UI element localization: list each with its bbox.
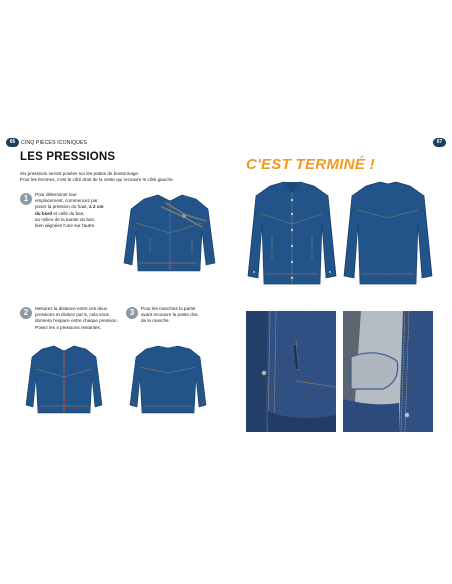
jacket-front-illustration-2 xyxy=(24,345,104,415)
finished-title: C'EST TERMINÉ ! xyxy=(246,156,375,173)
step-line: Pour déterminer leur xyxy=(35,192,77,197)
running-head: CINQ PIÈCES ICONIQUES xyxy=(21,140,88,146)
left-page-number: 66 xyxy=(6,138,19,147)
step-line: emplacement, commencez par xyxy=(35,198,98,204)
step-3-badge: 3 xyxy=(126,307,138,319)
step-line: donnera l'espace entre chaque pression. xyxy=(35,318,118,324)
finished-jacket-front xyxy=(246,180,338,288)
step-line: avant recouvre la partie dos xyxy=(141,312,198,318)
jacket-back-illustration xyxy=(128,345,208,415)
right-page-number: 67 xyxy=(433,138,446,147)
step-2-text xyxy=(35,306,130,331)
intro-text xyxy=(20,171,230,183)
step-line: Mesurez la distance entre ces deux xyxy=(35,306,108,311)
step-bold: du bord xyxy=(35,210,53,216)
photo-lining-detail xyxy=(343,311,433,432)
step-line: pressions et divisez par 5, cela vous xyxy=(35,312,109,318)
step-line: de la manche. xyxy=(141,318,170,324)
step-1-text xyxy=(35,192,115,229)
step-line-part: et celle du bas, xyxy=(52,210,85,216)
step-line: Posez les 4 pressions restantes. xyxy=(35,324,102,330)
intro-line: Six pressions seront posées sur les pattes de boutonnage. xyxy=(20,171,140,176)
intro-line: Pour les femmes, c'est le côté droit de la veste qui recouvre le côté gauche. xyxy=(20,177,174,183)
step-3-text xyxy=(141,306,221,325)
step-line: Pour les manches la partie xyxy=(141,306,196,311)
step-bold: à 2 cm xyxy=(89,204,104,210)
step-line-part: poser la pression du haut, xyxy=(35,204,90,210)
step-1-badge: 1 xyxy=(20,193,32,205)
jacket-front-illustration-1 xyxy=(122,193,217,275)
section-title: LES PRESSIONS xyxy=(20,151,116,163)
step-2-badge: 2 xyxy=(20,307,32,319)
step-line: au milieu de la bande du bas, xyxy=(35,216,96,222)
photo-pocket-detail xyxy=(246,311,336,432)
step-line: bien alignées l'une sur l'autre. xyxy=(35,223,96,229)
finished-jacket-back xyxy=(342,180,434,288)
